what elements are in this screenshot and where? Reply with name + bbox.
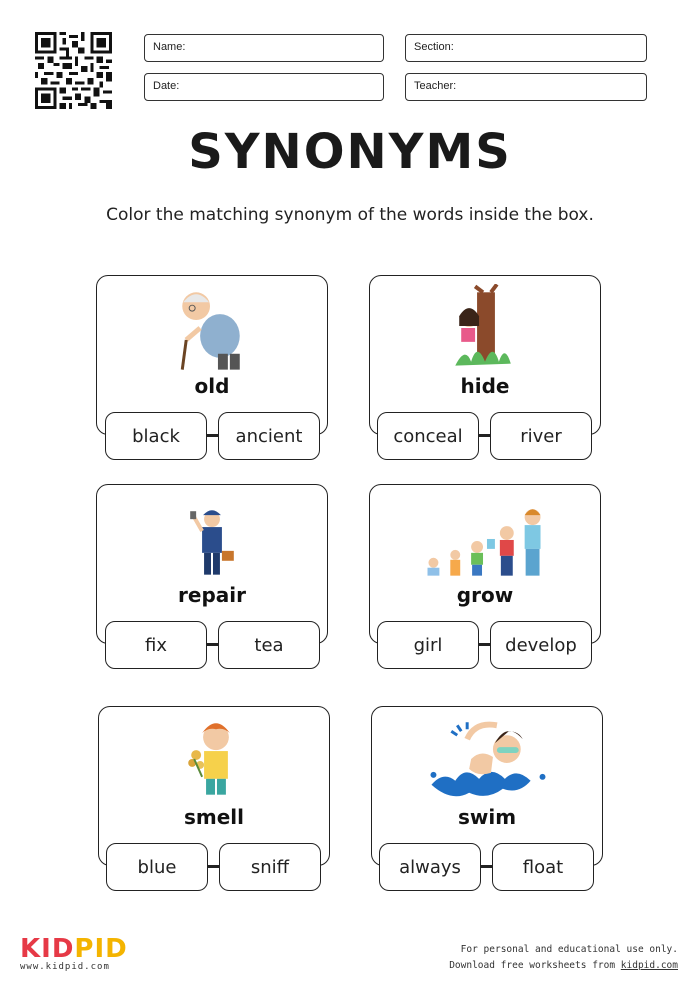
footer-note xyxy=(449,942,678,974)
teacher-field[interactable] xyxy=(405,73,647,101)
option-conceal[interactable]: conceal xyxy=(377,412,479,460)
option-connector xyxy=(206,644,218,646)
option-develop[interactable]: develop xyxy=(490,621,592,669)
child-growth-stages-icon xyxy=(370,493,600,579)
logo-url: www.kidpid.com xyxy=(20,962,110,972)
section-field[interactable] xyxy=(405,34,647,62)
girl-hiding-behind-tree-icon xyxy=(370,284,600,370)
option-ancient[interactable]: ancient xyxy=(218,412,320,460)
option-connector xyxy=(207,866,219,868)
repairman-with-toolbox-icon xyxy=(97,493,327,579)
option-river[interactable]: river xyxy=(490,412,592,460)
option-connector xyxy=(478,435,490,437)
option-sniff[interactable]: sniff xyxy=(219,843,321,891)
word-card-swim xyxy=(371,706,603,866)
name-field[interactable] xyxy=(144,34,384,62)
option-float[interactable]: float xyxy=(492,843,594,891)
option-connector xyxy=(480,866,492,868)
old-man-with-cane-icon xyxy=(97,284,327,370)
option-girl[interactable]: girl xyxy=(377,621,479,669)
boy-smelling-flowers-icon xyxy=(99,715,329,801)
footer-line-2 xyxy=(449,958,678,974)
footer-line-2-prefix: Download free worksheets from xyxy=(449,960,621,971)
target-word-old: old xyxy=(194,374,230,398)
option-fix[interactable]: fix xyxy=(105,621,207,669)
swimming-boy-icon xyxy=(372,715,602,801)
teacher-field-label: Teacher: xyxy=(414,80,457,92)
option-connector xyxy=(478,644,490,646)
worksheet-title: SYNONYMS xyxy=(188,124,512,180)
option-black[interactable]: black xyxy=(105,412,207,460)
kidpid-logo xyxy=(20,934,128,972)
option-connector xyxy=(206,435,218,437)
target-word-smell: smell xyxy=(183,805,245,829)
date-field-label: Date: xyxy=(153,80,180,92)
word-card-old xyxy=(96,275,328,435)
target-word-repair: repair xyxy=(178,583,246,607)
kidpid-link[interactable]: kidpid.com xyxy=(620,960,678,971)
word-card-smell xyxy=(98,706,330,866)
word-card-hide xyxy=(369,275,601,435)
target-word-hide: hide xyxy=(460,374,510,398)
name-field-label: Name: xyxy=(153,41,186,53)
date-field[interactable] xyxy=(144,73,384,101)
target-word-swim: swim xyxy=(457,805,517,829)
qr-code-icon xyxy=(35,32,112,109)
word-card-repair xyxy=(96,484,328,644)
footer-line-1: For personal and educational use only. xyxy=(460,944,678,955)
option-always[interactable]: always xyxy=(379,843,481,891)
option-blue[interactable]: blue xyxy=(106,843,208,891)
word-card-grow xyxy=(369,484,601,644)
logo-kid-text: KID xyxy=(20,934,75,964)
section-field-label: Section: xyxy=(414,41,454,53)
option-tea[interactable]: tea xyxy=(218,621,320,669)
instruction-text: Color the matching synonym of the words inside the box. xyxy=(106,205,594,225)
target-word-grow: grow xyxy=(456,583,514,607)
logo-pid-text: PID xyxy=(74,934,128,964)
